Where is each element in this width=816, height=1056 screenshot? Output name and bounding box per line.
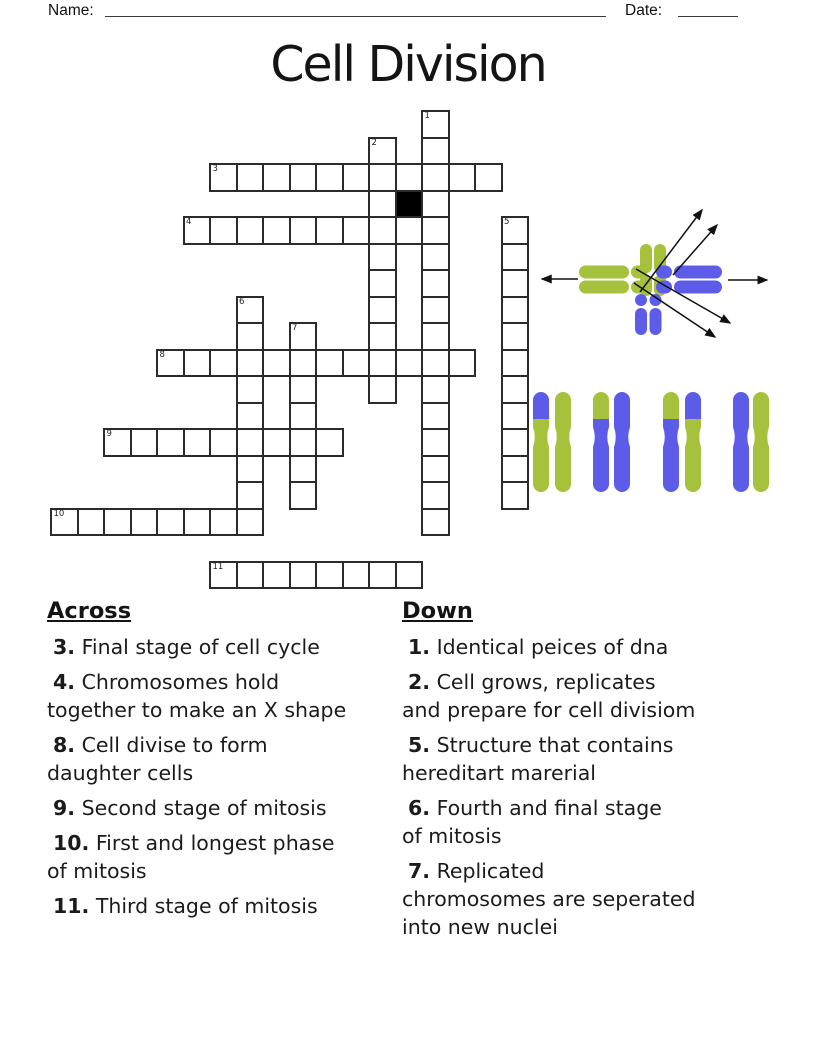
chromosome-pairs-figure [530, 385, 816, 505]
page-title: Cell Division [270, 36, 546, 93]
grid-cell[interactable] [448, 163, 477, 192]
grid-cell[interactable] [368, 322, 397, 351]
grid-cell[interactable] [262, 349, 291, 378]
grid-cell[interactable] [421, 216, 450, 245]
down-heading: Down [402, 598, 473, 624]
clue-across-3 [47, 633, 412, 661]
grid-cell[interactable] [236, 216, 265, 245]
clue-text-line: 8. Cell divise to form [53, 733, 268, 757]
clue-text-line: into new nuclei [402, 915, 558, 939]
grid-cell[interactable] [236, 375, 265, 404]
name-write-line [105, 16, 606, 17]
grid-cell[interactable] [368, 137, 397, 166]
clue-down-6 [402, 794, 798, 850]
grid-cell[interactable] [501, 322, 530, 351]
grid-cell[interactable] [421, 190, 450, 219]
grid-cell[interactable] [236, 402, 265, 431]
grid-cell[interactable] [368, 269, 397, 298]
grid-cell[interactable] [156, 508, 185, 537]
grid-cell[interactable] [209, 561, 238, 590]
grid-cell[interactable] [236, 455, 265, 484]
clue-text-line: of mitosis [402, 824, 502, 848]
grid-cell[interactable] [501, 243, 530, 272]
grid-cell[interactable] [289, 349, 318, 378]
across-clue-list [47, 633, 412, 920]
grid-cell[interactable] [183, 428, 212, 457]
grid-cell[interactable] [103, 428, 132, 457]
clue-text-line: chromosomes are seperated [402, 887, 696, 911]
clue-text-line: 11. Third stage of mitosis [53, 894, 318, 918]
chromatid [753, 392, 769, 492]
clue-across-11 [47, 892, 412, 920]
clue-number: 7 [292, 323, 298, 333]
grid-cell[interactable] [368, 349, 397, 378]
grid-cell[interactable] [421, 481, 450, 510]
grid-cell[interactable] [395, 349, 424, 378]
grid-cell[interactable] [395, 561, 424, 590]
grid-cell[interactable] [289, 402, 318, 431]
grid-cell[interactable] [209, 508, 238, 537]
clue-number: 1 [424, 111, 430, 121]
grid-cell[interactable] [342, 561, 371, 590]
grid-cell[interactable] [501, 349, 530, 378]
across-clues-section [47, 598, 412, 927]
clue-text-line: 9. Second stage of mitosis [53, 796, 327, 820]
grid-cell[interactable] [421, 269, 450, 298]
clue-text-line: together to make an X shape [47, 698, 347, 722]
grid-cell[interactable] [289, 322, 318, 351]
clue-number-label: 4. [53, 670, 76, 694]
grid-cell[interactable] [315, 163, 344, 192]
grid-cell[interactable] [262, 428, 291, 457]
grid-cell[interactable] [289, 216, 318, 245]
grid-cell[interactable] [262, 163, 291, 192]
down-clue-list [402, 633, 798, 941]
grid-cell[interactable] [236, 508, 265, 537]
grid-cell[interactable] [289, 163, 318, 192]
grid-cell[interactable] [315, 349, 344, 378]
grid-cell[interactable] [183, 216, 212, 245]
grid-cell[interactable] [289, 481, 318, 510]
grid-cell[interactable] [421, 110, 450, 139]
clue-down-1 [402, 633, 798, 661]
grid-cell[interactable] [289, 455, 318, 484]
grid-cell[interactable] [289, 375, 318, 404]
grid-cell[interactable] [368, 561, 397, 590]
grid-cell[interactable] [130, 508, 159, 537]
grid-cell[interactable] [183, 508, 212, 537]
grid-cell-black [395, 190, 424, 219]
clue-number-label: 2. [408, 670, 431, 694]
grid-cell[interactable] [501, 296, 530, 325]
grid-cell[interactable] [236, 481, 265, 510]
grid-cell[interactable] [342, 163, 371, 192]
grid-cell[interactable] [421, 296, 450, 325]
clue-number-label: 5. [408, 733, 431, 757]
grid-cell[interactable] [395, 216, 424, 245]
grid-cell[interactable] [289, 561, 318, 590]
grid-cell[interactable] [421, 163, 450, 192]
grid-cell[interactable] [262, 561, 291, 590]
grid-cell[interactable] [103, 508, 132, 537]
clue-number: 11 [212, 561, 224, 572]
chromatid [614, 392, 630, 492]
grid-cell[interactable] [421, 375, 450, 404]
clue-down-2 [402, 668, 798, 724]
grid-cell[interactable] [448, 349, 477, 378]
clue-number: 6 [239, 296, 245, 307]
grid-cell[interactable] [315, 216, 344, 245]
name-label: Name: [48, 2, 94, 19]
grid-cell[interactable] [236, 561, 265, 590]
clue-number: 3 [212, 164, 218, 174]
clue-number-label: 6. [408, 796, 431, 820]
clue-number-label: 1. [408, 635, 431, 659]
grid-cell[interactable] [236, 349, 265, 378]
grid-cell[interactable] [368, 375, 397, 404]
clue-across-9 [47, 794, 412, 822]
grid-cell[interactable] [50, 508, 79, 537]
grid-cell[interactable] [501, 455, 530, 484]
grid-cell[interactable] [501, 428, 530, 457]
clue-number-label: 10. [53, 831, 90, 855]
across-heading: Across [47, 598, 132, 624]
chromatid [733, 392, 749, 492]
date-write-line [678, 16, 738, 17]
grid-cell[interactable] [421, 402, 450, 431]
grid-cell[interactable] [421, 137, 450, 166]
clue-text-line: of mitosis [47, 859, 147, 883]
grid-cell[interactable] [421, 508, 450, 537]
grid-cell[interactable] [262, 216, 291, 245]
clue-text-line: 7. Replicated [408, 859, 545, 883]
clue-across-10 [47, 829, 412, 885]
clue-text-line: 2. Cell grows, replicates [408, 670, 656, 694]
chromatid [555, 392, 571, 492]
clue-number-label: 3. [53, 635, 76, 659]
chromatid [593, 392, 609, 492]
grid-cell[interactable] [130, 428, 159, 457]
grid-cell[interactable] [315, 428, 344, 457]
clue-across-8 [47, 731, 412, 787]
grid-cell[interactable] [315, 561, 344, 590]
grid-cell[interactable] [421, 428, 450, 457]
clue-text-line: hereditart marerial [402, 761, 596, 785]
clue-down-5 [402, 731, 798, 787]
grid-cell[interactable] [501, 375, 530, 404]
clue-text-line: 4. Chromosomes hold [53, 670, 280, 694]
grid-cell[interactable] [395, 163, 424, 192]
grid-cell[interactable] [156, 428, 185, 457]
grid-cell[interactable] [209, 163, 238, 192]
grid-cell[interactable] [289, 428, 318, 457]
grid-cell[interactable] [421, 243, 450, 272]
grid-cell[interactable] [236, 163, 265, 192]
date-label: Date: [625, 2, 663, 19]
clue-text-line: 3. Final stage of cell cycle [53, 635, 320, 659]
grid-cell[interactable] [156, 349, 185, 378]
clue-number-label: 7. [408, 859, 431, 883]
clue-across-4 [47, 668, 412, 724]
grid-cell[interactable] [236, 296, 265, 325]
grid-cell[interactable] [209, 349, 238, 378]
grid-cell[interactable] [368, 163, 397, 192]
clue-number-label: 11. [53, 894, 90, 918]
clue-number: 10 [53, 508, 65, 519]
grid-cell[interactable] [342, 349, 371, 378]
down-clues-section [402, 598, 798, 948]
grid-cell[interactable] [368, 243, 397, 272]
grid-cell[interactable] [236, 322, 265, 351]
grid-cell[interactable] [183, 349, 212, 378]
grid-cell[interactable] [236, 428, 265, 457]
chromosome-anaphase-figure [530, 195, 816, 375]
grid-cell[interactable] [474, 163, 503, 192]
grid-cell[interactable] [421, 349, 450, 378]
grid-cell[interactable] [209, 428, 238, 457]
clue-text-line: daughter cells [47, 761, 194, 785]
grid-cell[interactable] [421, 322, 450, 351]
grid-cell[interactable] [501, 481, 530, 510]
clue-text-line: and prepare for cell divisiom [402, 698, 696, 722]
clue-number: 9 [106, 429, 112, 439]
grid-cell[interactable] [342, 216, 371, 245]
clue-text-line: 1. Identical peices of dna [408, 635, 669, 659]
clue-number: 4 [186, 217, 192, 227]
chromatid [533, 392, 549, 492]
clue-number-label: 8. [53, 733, 76, 757]
grid-cell[interactable] [421, 455, 450, 484]
grid-cell[interactable] [368, 190, 397, 219]
clue-down-7 [402, 857, 798, 941]
grid-cell[interactable] [209, 216, 238, 245]
grid-cell[interactable] [501, 216, 530, 245]
clue-number-label: 9. [53, 796, 76, 820]
chromatid [685, 392, 701, 492]
grid-cell[interactable] [501, 269, 530, 298]
clue-text-line: 5. Structure that contains [408, 733, 674, 757]
clue-text-line: 6. Fourth and final stage [408, 796, 662, 820]
grid-cell[interactable] [77, 508, 106, 537]
clue-text-line: 10. First and longest phase [53, 831, 335, 855]
chromatid [663, 392, 679, 492]
clue-number: 2 [371, 137, 377, 148]
grid-cell[interactable] [368, 296, 397, 325]
clue-number: 5 [504, 217, 510, 227]
grid-cell[interactable] [368, 216, 397, 245]
clue-number: 8 [159, 349, 165, 360]
grid-cell[interactable] [501, 402, 530, 431]
